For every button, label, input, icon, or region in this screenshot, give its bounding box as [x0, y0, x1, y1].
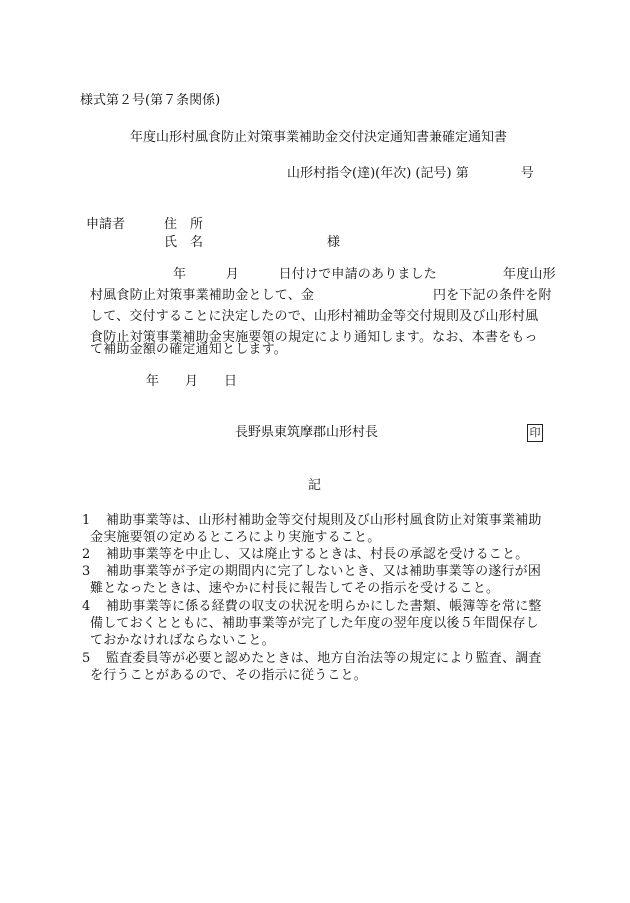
- ki-heading: 記: [308, 478, 322, 493]
- condition-text-line: 補助事業等に係る経費の収支の状況を明らかにした書類、帳簿等を常に整: [106, 599, 542, 614]
- condition-text-line: 難となったときは、速やかに村長に報告してその指示を受けること。: [90, 581, 500, 596]
- body-line-1: 年 月 日付けで申請のありました 年度山形: [173, 267, 556, 282]
- body-line-3: して、交付することに決定したので、山形村補助金等交付規則及び山形村風: [90, 309, 539, 324]
- condition-number: 4: [82, 599, 91, 614]
- reference-number: 山形村指令(達)(年次) (記号) 第 号: [287, 166, 534, 181]
- issuer-name: 長野県東筑摩郡山形村長: [235, 425, 379, 440]
- condition-text-line: 金実施要領の定めるところにより実施すること。: [90, 530, 381, 545]
- body-line-5: て補助金額の確定通知とします。: [90, 342, 287, 357]
- body-line-4: 食防止対策事業補助金実施要領の規定により通知します。なお、本書をもっ: [90, 330, 538, 345]
- condition-text-line: 備しておくとともに、補助事業等が完了した年度の翌年度以後５年間保存し: [90, 616, 539, 631]
- condition-text-line: 補助事業等は、山形村補助金等交付規則及び山形村風食防止対策事業補助: [106, 513, 542, 528]
- condition-number: 2: [82, 547, 91, 562]
- form-number: 様式第２号(第７条関係): [80, 93, 221, 108]
- condition-text-line: ておかなければならないこと。: [90, 633, 275, 648]
- honorific: 様: [327, 235, 341, 250]
- date-line: 年 月 日: [146, 374, 238, 389]
- condition-text-line: 補助事業等が予定の期間内に完了しないとき、又は補助事業等の遂行が困: [106, 564, 542, 579]
- condition-text-line: を行うことがあるので、その指示に従うこと。: [90, 668, 367, 683]
- body-line-2: 村風食防止対策事業補助金として、金 円を下記の条件を附: [90, 288, 552, 303]
- condition-text-line: 補助事業等を中止し、又は廃止するときは、村長の承認を受けること。: [106, 547, 529, 562]
- official-seal-mark: 印: [527, 424, 543, 442]
- name-label: 氏 名: [164, 235, 204, 250]
- condition-number: 5: [82, 651, 91, 666]
- applicant-label: 申請者: [86, 217, 126, 232]
- address-label: 住 所: [164, 217, 204, 232]
- condition-number: 1: [82, 513, 91, 528]
- condition-text-line: 監査委員等が必要と認めたときは、地方自治法等の規定により監査、調査: [106, 651, 542, 666]
- condition-number: 3: [82, 564, 91, 579]
- document-title: 年度山形村風食防止対策事業補助金交付決定通知書兼確定通知書: [130, 130, 508, 145]
